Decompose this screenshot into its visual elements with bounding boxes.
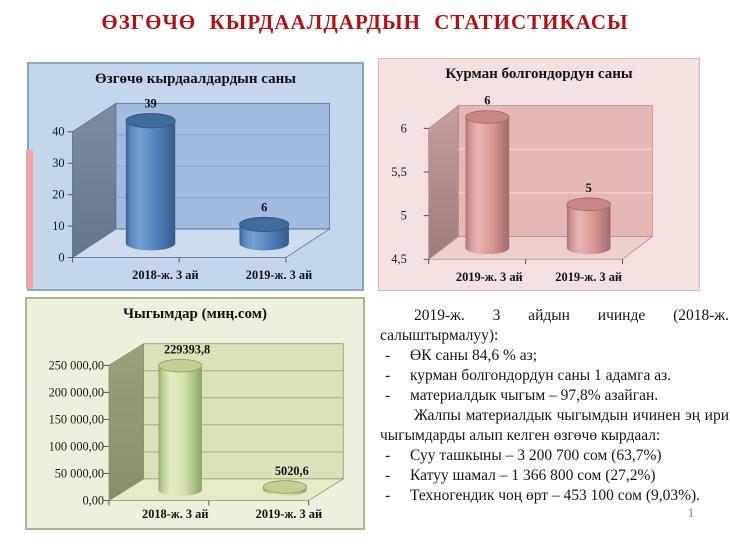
cylinder-top xyxy=(239,217,288,231)
floor xyxy=(429,236,653,259)
category-label: 2019-ж. 3 ай xyxy=(255,507,323,522)
bullet-dash: - xyxy=(385,487,391,504)
decor-strip xyxy=(26,150,33,289)
cylinder-top xyxy=(263,481,306,494)
list-item xyxy=(380,386,729,406)
category-label: 2019-ж. 3 ай xyxy=(555,270,623,285)
y-tick-label: 4,5 xyxy=(391,252,407,267)
page-number: 1 xyxy=(687,505,695,520)
y-tick-label: 150 000,00 xyxy=(48,412,105,427)
bullet-dash: - xyxy=(385,467,391,484)
y-tick-label: 250 000,00 xyxy=(48,358,105,373)
cylinder-bar xyxy=(567,204,611,254)
incidents-bar-chart xyxy=(29,64,362,289)
chart-panel-incidents xyxy=(27,62,364,291)
y-tick-label: 5 xyxy=(400,208,407,223)
damages-bar-chart xyxy=(27,299,363,528)
value-label: 5 xyxy=(585,180,592,195)
chart-title-deaths: Курман болгондордун саны xyxy=(445,66,633,82)
chart-title-damages: Чыгымдар (миң.сом) xyxy=(123,306,267,322)
y-tick-label: 30 xyxy=(52,156,65,171)
bullet-text: ӨК саны 84,6 % аз; xyxy=(410,347,538,364)
category-label: 2018-ж. 3 ай xyxy=(142,507,209,522)
cylinder-top xyxy=(465,111,509,124)
y-tick-label: 10 xyxy=(52,219,65,234)
chart-panel-damages xyxy=(25,297,365,530)
cylinder-top xyxy=(567,198,611,211)
y-tick-label: 5,5 xyxy=(391,165,407,179)
list-item xyxy=(380,486,729,506)
bullet-text: Техногендик чоң өрт – 453 100 сом (9,03%). xyxy=(410,487,701,504)
y-tick-label: 40 xyxy=(52,124,65,139)
list-item xyxy=(380,466,729,486)
page-title: ӨЗГӨЧӨ КЫРДААЛДАРДЫН СТАТИСТИКАСЫ xyxy=(101,10,629,34)
value-label: 229393,8 xyxy=(163,342,211,357)
cylinder-top xyxy=(126,114,175,128)
bullet-text: курман болгондордун саны 1 адамга аз. xyxy=(410,367,672,384)
list-item xyxy=(380,446,729,466)
value-label: 6 xyxy=(261,200,268,215)
category-label: 2018-ж. 3 ай xyxy=(132,268,199,283)
bullet-dash: - xyxy=(385,367,391,384)
list-item xyxy=(380,366,729,386)
cylinder-bar xyxy=(465,117,509,254)
bullet-text: Катуу шамал – 1 366 800 сом (27,2%) xyxy=(410,467,656,484)
value-label: 6 xyxy=(484,93,491,108)
category-label: 2019-ж. 3 ай xyxy=(455,270,523,285)
value-label: 5020,6 xyxy=(274,463,309,478)
chart-title-incidents: Өзгөчө кырдаалдардын саны xyxy=(95,71,296,87)
cylinder-top xyxy=(158,359,201,372)
category-label: 2019-ж. 3 ай xyxy=(245,268,313,283)
y-tick-label: 200 000,00 xyxy=(48,385,105,400)
bullet-dash: - xyxy=(385,387,391,404)
summary-paragraph-1: 2019-ж. 3 айдын ичинде (2018-ж. салыштырмалуу): xyxy=(380,307,729,344)
bullet-dash: - xyxy=(385,447,391,464)
y-tick-label: 0,00 xyxy=(82,493,105,508)
cylinder-bar xyxy=(126,121,175,251)
value-label: 39 xyxy=(144,96,157,111)
y-tick-label: 6 xyxy=(400,121,407,136)
bullet-dash: - xyxy=(385,347,391,364)
summary-paragraph-2: Жалпы материалдык чыгымдын ичинен эң ири чыгымдарды алып келген өзгөчө кырдаал: xyxy=(380,407,729,444)
list-item xyxy=(380,346,729,366)
y-tick-label: 0 xyxy=(58,250,65,265)
wall-left xyxy=(429,106,459,260)
summary-text-block xyxy=(380,306,729,506)
y-tick-label: 100 000,00 xyxy=(48,439,105,454)
bullet-text: Суу ташкыны – 3 200 700 сом (63,7%) xyxy=(410,447,662,464)
y-tick-label: 20 xyxy=(52,187,65,202)
wall-left xyxy=(109,344,144,501)
y-tick-label: 50 000,00 xyxy=(54,466,105,481)
floor xyxy=(109,479,343,501)
floor xyxy=(72,229,329,257)
bullet-text: материалдык чыгым – 97,8% азайган. xyxy=(410,387,659,404)
cylinder-bar xyxy=(158,366,201,496)
deaths-bar-chart xyxy=(379,59,699,290)
chart-panel-deaths xyxy=(378,58,700,291)
